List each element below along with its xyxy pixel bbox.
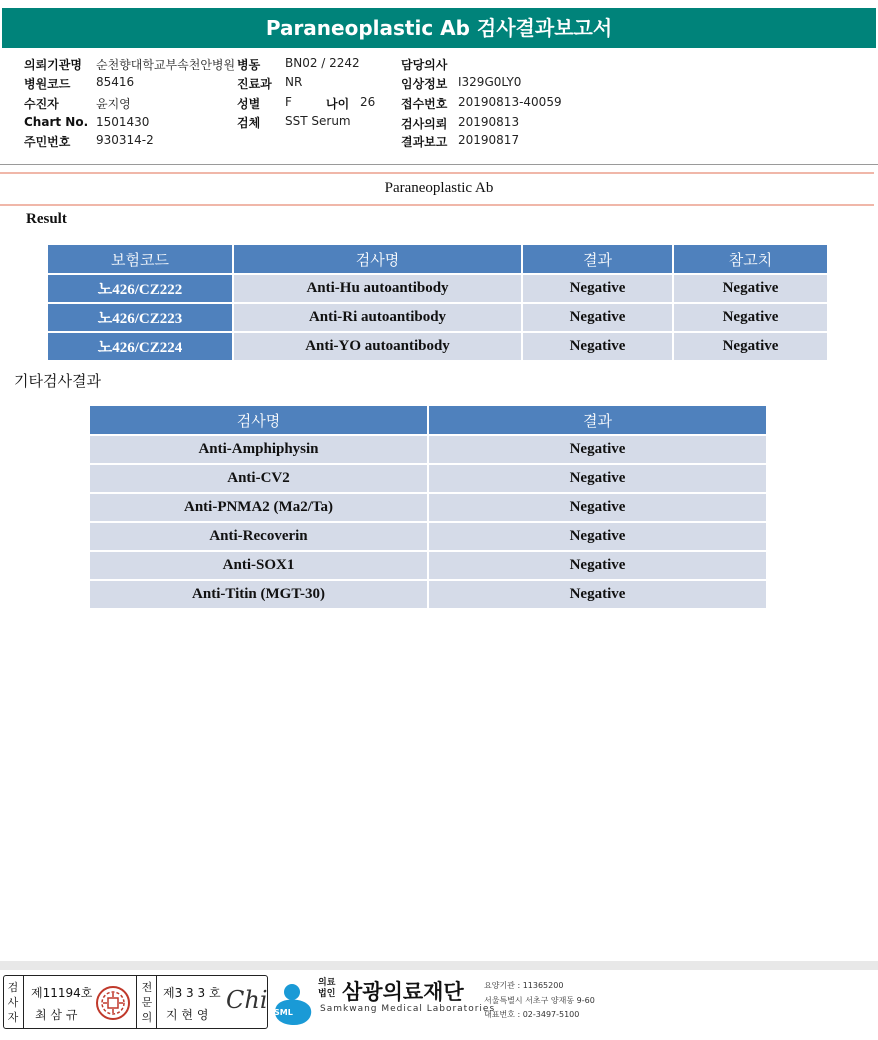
test-result: Negative [428, 580, 767, 609]
info-label: 진료과 [237, 77, 272, 91]
section-divider-top [0, 172, 874, 174]
column-header: 검사명 [89, 405, 428, 435]
info-label: 검체 [237, 116, 261, 130]
table-row [89, 522, 767, 551]
lab-name-english: Samkwang Medical Laboratories [320, 1004, 496, 1014]
test-name: Anti-Hu autoantibody [233, 274, 522, 303]
divider [23, 976, 24, 1028]
signature: Chi [226, 986, 268, 1014]
reference-value: Negative [673, 274, 828, 303]
test-name: Anti-PNMA2 (Ma2/Ta) [89, 493, 428, 522]
column-header: 검사명 [233, 244, 522, 274]
info-label: 주민번호 [24, 135, 71, 149]
info-value: F [285, 95, 292, 109]
column-header: 보험코드 [47, 244, 233, 274]
other-results-table [88, 404, 768, 610]
table-row [47, 274, 828, 303]
table-header-row [47, 244, 828, 274]
info-value: 20190813 [458, 115, 520, 129]
insurance-code: 노426/CZ224 [47, 332, 233, 361]
test-result: Negative [428, 464, 767, 493]
lab-code: 요양기관 : 11365200 [484, 981, 564, 990]
test-name: Anti-YO autoantibody [233, 332, 522, 361]
logo-mark: SML [274, 1008, 293, 1017]
test-result: Negative [428, 551, 767, 580]
logo-prefix [318, 978, 335, 1000]
reference-value: Negative [673, 332, 828, 361]
info-value: 순천향대학교부속천안병원 [96, 58, 236, 72]
info-label: 나이 [326, 97, 350, 111]
reference-value: Negative [673, 303, 828, 332]
info-label: 임상정보 [401, 77, 448, 91]
patient-info [0, 54, 878, 154]
table-row [89, 464, 767, 493]
lab-phone: 대표번호 : 02-3497-5100 [484, 1010, 580, 1019]
info-label: Chart No. [24, 115, 89, 129]
info-value: SST Serum [285, 114, 351, 128]
test-name: Anti-Amphiphysin [89, 435, 428, 464]
test-name: Anti-Ri autoantibody [233, 303, 522, 332]
info-label: 병원코드 [24, 77, 71, 91]
info-label: 의뢰기관명 [24, 58, 82, 72]
lab-address: 서울특별시 서초구 양재동 9-60 [484, 996, 595, 1005]
info-label: 접수번호 [401, 97, 448, 111]
info-label: 수진자 [24, 97, 59, 111]
test-name: Anti-Recoverin [89, 522, 428, 551]
seal-icon [95, 985, 131, 1021]
lab-name: 삼광의료재단 [342, 980, 464, 1004]
info-label: 결과보고 [401, 135, 448, 149]
info-value: 1501430 [96, 115, 150, 129]
info-value: I329G0LY0 [458, 75, 522, 89]
result-table [46, 243, 829, 362]
info-value: NR [285, 75, 303, 89]
column-header: 결과 [522, 244, 673, 274]
table-row [89, 580, 767, 609]
logo-prefix-line: 의료 [318, 978, 336, 988]
info-label: 담당의사 [401, 58, 448, 72]
insurance-code: 노426/CZ222 [47, 274, 233, 303]
table-row [89, 435, 767, 464]
test-name: Anti-SOX1 [89, 551, 428, 580]
info-value: 26 [360, 95, 376, 109]
test-result: Negative [522, 303, 673, 332]
info-value: 20190817 [458, 133, 520, 147]
table-row [47, 332, 828, 361]
specialist-label: 전문의 [141, 981, 153, 1024]
info-value: 윤지영 [96, 97, 131, 111]
info-label: 성별 [237, 97, 261, 111]
test-result: Negative [428, 435, 767, 464]
section-divider-bottom [0, 204, 874, 206]
divider [156, 976, 157, 1028]
column-header: 참고치 [673, 244, 828, 274]
examiner-label: 검사자 [7, 981, 19, 1024]
report-title: Paraneoplastic Ab 검사결과보고서 [2, 8, 876, 48]
footer-band [0, 961, 878, 970]
info-label: 병동 [237, 58, 261, 72]
info-divider [0, 164, 878, 165]
logo-prefix-line: 법인 [318, 989, 336, 999]
result-label: Result [26, 211, 67, 227]
info-value: 85416 [96, 75, 135, 89]
table-row [89, 493, 767, 522]
examiner-license: 제11194호 [31, 986, 93, 1000]
section-title: Paraneoplastic Ab [384, 180, 494, 196]
specialist-license: 제3 3 3 호 [163, 986, 221, 1000]
test-result: Negative [428, 493, 767, 522]
test-name: Anti-CV2 [89, 464, 428, 493]
table-row [47, 303, 828, 332]
examiner-name: 최 삼 규 [35, 1008, 78, 1022]
test-result: Negative [522, 332, 673, 361]
column-header: 결과 [428, 405, 767, 435]
info-value: BN02 / 2242 [285, 56, 360, 70]
insurance-code: 노426/CZ223 [47, 303, 233, 332]
test-name: Anti-Titin (MGT-30) [89, 580, 428, 609]
info-label: 검사의뢰 [401, 117, 448, 131]
info-value: 20190813-40059 [458, 95, 562, 109]
table-row [89, 551, 767, 580]
test-result: Negative [522, 274, 673, 303]
info-value: 930314-2 [96, 133, 154, 147]
specialist-name: 지 현 영 [166, 1008, 209, 1022]
sml-logo-icon [270, 977, 318, 1029]
signature-box [3, 975, 268, 1029]
divider [136, 976, 137, 1028]
test-result: Negative [428, 522, 767, 551]
table-header-row [89, 405, 767, 435]
other-results-label: 기타검사결과 [14, 372, 101, 390]
lab-logo [270, 974, 600, 1030]
